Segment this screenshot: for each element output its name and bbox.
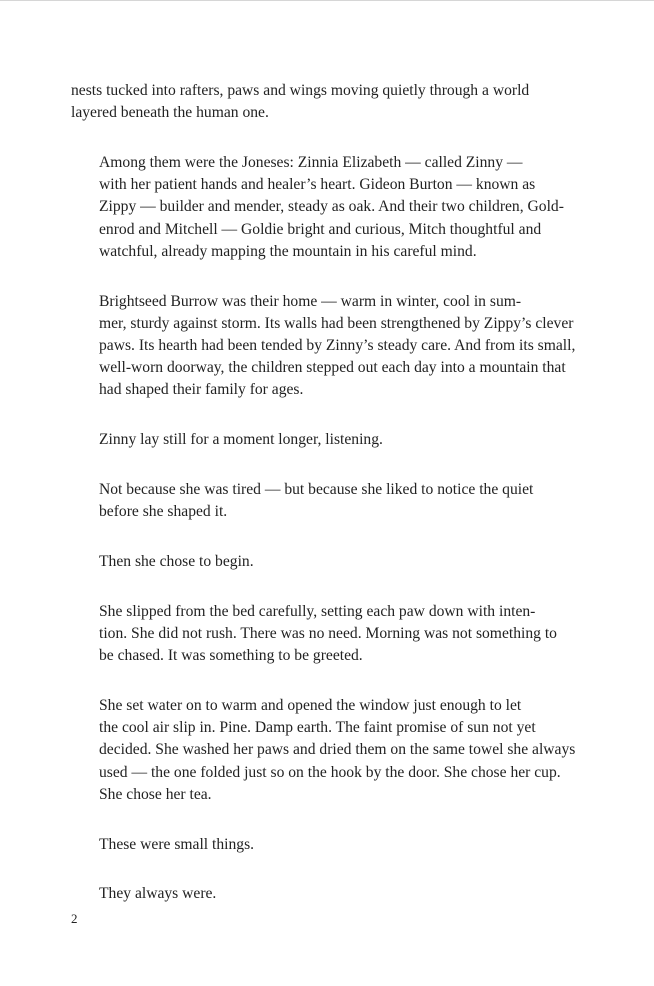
paragraph (71, 80, 571, 124)
text-line: decided. She washed her paws and dried them on the same towel she always (99, 741, 576, 759)
text-line: watchful, already mapping the mountain in his careful mind. (99, 242, 477, 260)
text-line: They always were. (99, 885, 217, 903)
text-line: used — the one folded just so on the hook by the door. She chose her cup. (99, 763, 561, 781)
paragraph (71, 152, 571, 263)
paragraph (71, 291, 576, 402)
text-line: had shaped their family for ages. (99, 381, 304, 399)
paragraph (71, 429, 571, 451)
text-line: layered beneath the human one. (71, 104, 269, 122)
text-line: These were small things. (99, 835, 255, 853)
text-line: Zippy — builder and mender, steady as oak. And their two children, Gold- (99, 198, 564, 216)
text-line: before she shaped it. (99, 503, 228, 521)
text-line: Not because she was tired — but because she liked to notice the quiet (99, 481, 534, 499)
paragraph (71, 551, 571, 573)
text-line: Then she chose to begin. (99, 553, 254, 571)
text-line: with her patient hands and healer’s heart. Gideon Burton — known as (99, 176, 536, 194)
paragraph (71, 479, 571, 523)
text-line: Zinny lay still for a moment longer, listening. (99, 431, 383, 449)
paragraph (71, 601, 571, 668)
text-line: Among them were the Joneses: Zinnia Elizabeth — called Zinny — (99, 154, 523, 171)
text-line: She set water on to warm and opened the window just enough to let (99, 697, 522, 715)
text-line: tion. She did not rush. There was no need. Morning was not something to (99, 625, 557, 643)
paragraph (71, 834, 571, 856)
text-line: paws. Its hearth had been tended by Zinny’s steady care. And from its small, (99, 337, 576, 355)
text-line: She chose her tea. (99, 785, 212, 803)
page-body (71, 80, 576, 933)
text-line: She slipped from the bed carefully, setting each paw down with inten- (99, 602, 536, 620)
paragraph (71, 695, 576, 806)
page-number: 2 (71, 911, 78, 926)
text-line: the cool air slip in. Pine. Damp earth. The faint promise of sun not yet (99, 719, 536, 737)
text-line: enrod and Mitchell — Goldie bright and curious, Mitch thoughtful and (99, 220, 542, 238)
text-line: well-worn doorway, the children stepped out each day into a mountain that (99, 359, 566, 377)
text-line: nests tucked into rafters, paws and wings moving quietly through a world (71, 82, 530, 99)
text-line: be chased. It was something to be greeted. (99, 647, 363, 665)
text-line: Brightseed Burrow was their home — warm in winter, cool in sum- (99, 292, 522, 310)
paragraph (71, 883, 571, 905)
text-line: mer, sturdy against storm. Its walls had been strengthened by Zippy’s clever (99, 314, 574, 332)
top-border (0, 0, 654, 1)
